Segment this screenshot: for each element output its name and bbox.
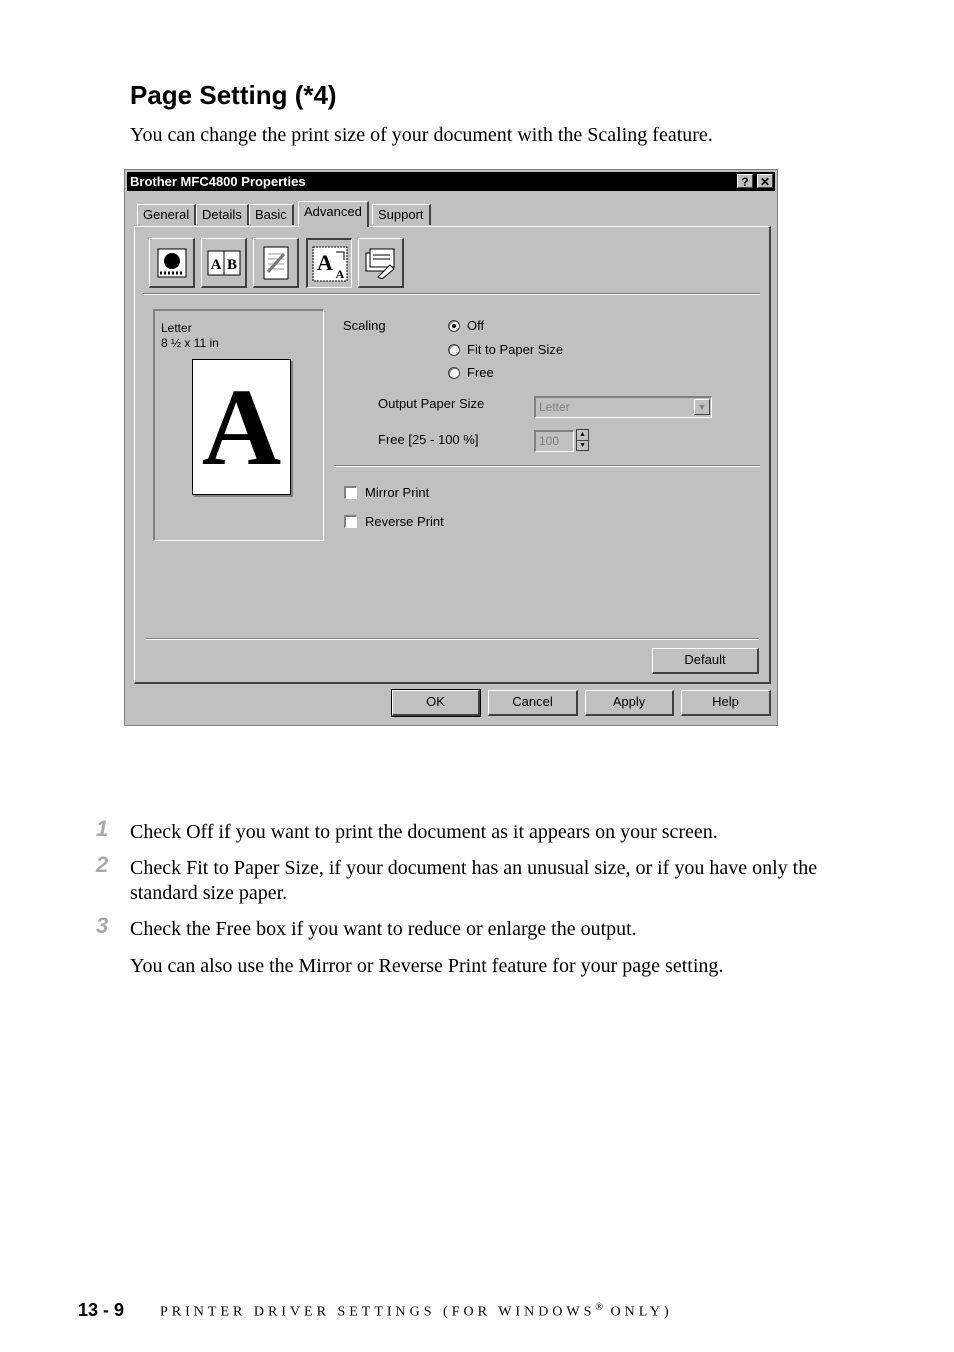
- dialog-title: Brother MFC4800 Properties: [130, 174, 306, 189]
- svg-text:A: A: [316, 249, 333, 275]
- tab-details[interactable]: Details: [196, 204, 249, 225]
- preview-paper-size: 8 ½ x 11 in: [161, 336, 219, 350]
- svg-text:A: A: [335, 266, 344, 281]
- reverse-print-checkbox[interactable]: [344, 515, 357, 528]
- free-percent-label: Free [25 - 100 %]: [378, 432, 479, 447]
- output-paper-size-label: Output Paper Size: [378, 396, 485, 411]
- footer-section-end: ONLY): [603, 1304, 673, 1320]
- step-number: 2: [96, 852, 109, 877]
- page-title: Page Setting (*4): [130, 80, 337, 110]
- cancel-button[interactable]: Cancel: [488, 690, 578, 716]
- properties-dialog: [124, 169, 778, 726]
- step-number: 3: [96, 913, 109, 938]
- step-text: Check Fit to Paper Size, if your document has an unusual size, or if you have only the standard size paper.: [130, 857, 818, 904]
- running-footer: [160, 1302, 673, 1321]
- spin-down-icon[interactable]: ▼: [579, 442, 586, 449]
- preview-paper-name: Letter: [161, 321, 192, 335]
- note-paragraph: You can also use the Mirror or Reverse Print feature for your page setting.: [130, 955, 724, 977]
- output-paper-size-select[interactable]: [534, 396, 712, 418]
- free-percent-stepper[interactable]: [576, 429, 589, 451]
- options-separator: [334, 465, 760, 467]
- preview-glyph: A: [201, 366, 282, 488]
- step-number: 1: [96, 816, 109, 841]
- radio-free[interactable]: [448, 367, 460, 379]
- chevron-down-icon[interactable]: ▼: [694, 399, 710, 415]
- help-button[interactable]: Help: [681, 690, 771, 716]
- default-button[interactable]: Default: [652, 648, 759, 674]
- radio-fit-to-paper-size-label[interactable]: Fit to Paper Size: [467, 342, 564, 357]
- step-text: Check Off if you want to print the document as it appears on your screen.: [130, 821, 718, 843]
- radio-fit-to-paper-size[interactable]: [448, 344, 460, 356]
- step-text: Check the Free box if you want to reduce or enlarge the output.: [130, 918, 637, 940]
- free-percent-input[interactable]: 100: [534, 430, 574, 452]
- registered-mark: ®: [595, 1302, 604, 1313]
- paper-preview: [153, 309, 324, 541]
- footer-section: PRINTER DRIVER SETTINGS (FOR WINDOWS: [160, 1304, 596, 1320]
- intro-paragraph: You can change the print size of your document with the Scaling feature.: [130, 124, 713, 146]
- bottom-separator: [146, 638, 759, 640]
- radio-selected-dot: [452, 324, 456, 328]
- radio-off[interactable]: [448, 320, 460, 332]
- svg-text:A: A: [210, 256, 221, 273]
- spin-up-icon[interactable]: ▲: [577, 430, 588, 441]
- reverse-print-label[interactable]: Reverse Print: [365, 514, 444, 529]
- tab-advanced[interactable]: Advanced: [298, 201, 369, 227]
- preview-page: [192, 359, 291, 495]
- radio-off-label[interactable]: Off: [467, 318, 485, 333]
- help-icon[interactable]: ?: [737, 174, 753, 188]
- dialog-titlebar: [127, 172, 775, 191]
- scaling-label: Scaling: [343, 318, 386, 333]
- device-options-icon[interactable]: [358, 238, 404, 288]
- watermark-icon[interactable]: [253, 238, 299, 288]
- page-setting-icon[interactable]: [306, 238, 352, 288]
- multiple-page-icon[interactable]: [201, 238, 247, 288]
- apply-button[interactable]: Apply: [585, 690, 674, 716]
- tab-basic[interactable]: Basic: [249, 204, 294, 225]
- mirror-print-label[interactable]: Mirror Print: [365, 485, 430, 500]
- mirror-print-checkbox[interactable]: [344, 486, 357, 499]
- svg-text:B: B: [226, 256, 237, 273]
- tab-support[interactable]: Support: [372, 204, 431, 225]
- radio-free-label[interactable]: Free: [467, 365, 494, 380]
- ok-button[interactable]: OK: [392, 690, 480, 716]
- tab-general[interactable]: General: [137, 204, 196, 225]
- close-icon[interactable]: ✕: [757, 174, 773, 188]
- icon-separator: [143, 293, 760, 295]
- page-number: 13 - 9: [78, 1300, 125, 1320]
- print-quality-icon[interactable]: [149, 238, 195, 288]
- output-paper-size-value: Letter: [539, 400, 570, 414]
